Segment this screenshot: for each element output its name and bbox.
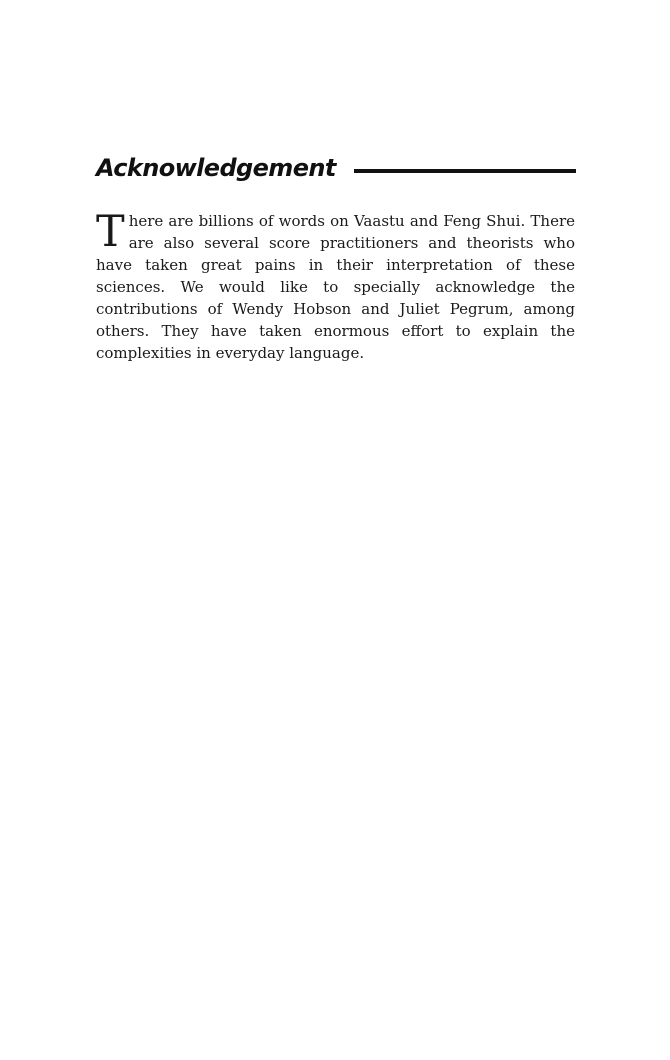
paragraph-text: here are billions of words on Vaastu and Feng Shui. There are also several score practitioners and theorists who have taken great pains in their interpretation of these sciences. We would like to specially acknowledge the contributions of Wendy Hobson and Juliet Pegrum, among others. They have taken enormous effort to explain the complexities in everyday language. [96,212,575,362]
heading-rule-divider [354,169,576,173]
acknowledgement-paragraph [96,207,575,364]
page-title: Acknowledgement [96,154,336,182]
drop-cap-letter: T [96,207,125,257]
section-heading [96,150,576,186]
